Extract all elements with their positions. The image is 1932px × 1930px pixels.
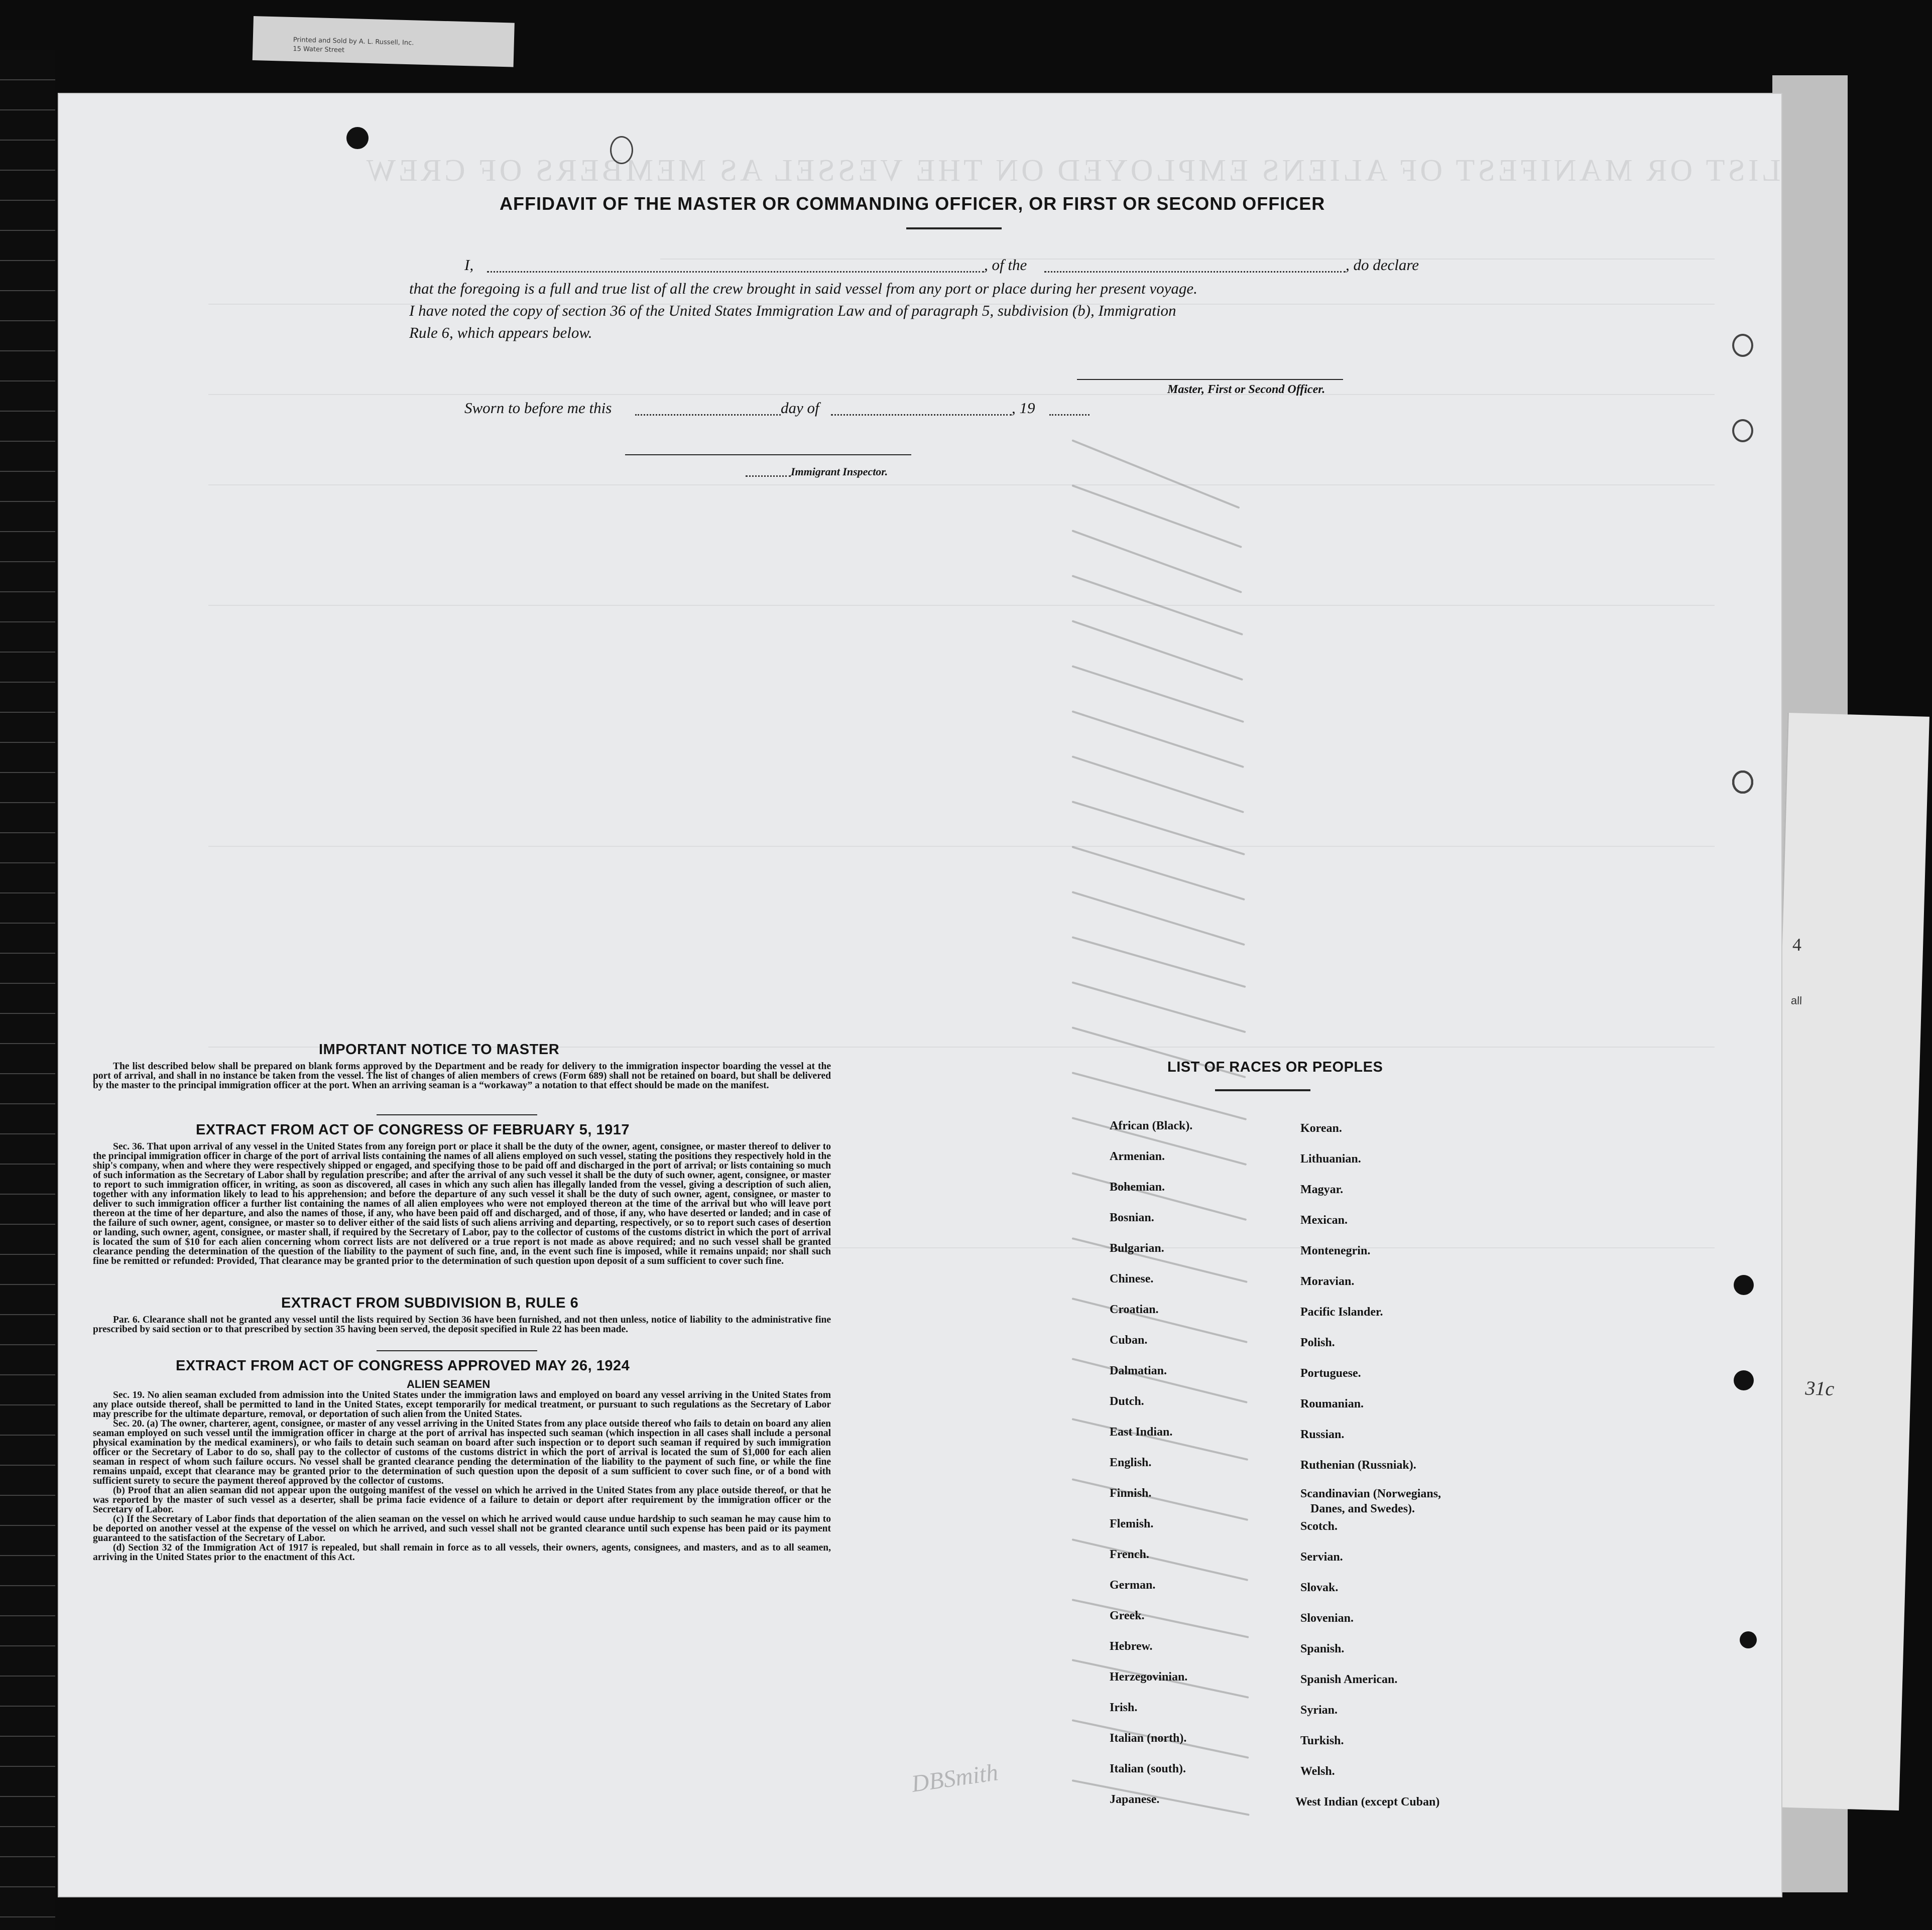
- alien-seamen-subtitle: ALIEN SEAMEN: [407, 1378, 491, 1390]
- affidavit-line-2: I have noted the copy of section 36 of the United States Immigration Law and of paragraph 5, subdivision (b), Immigration: [409, 302, 1176, 319]
- act-1924-sec20b: (b) Proof that an alien seaman did not appear upon the outgoing manifest of the vessel on which he arrived in the United States from any place outside thereof, or that he was reported by the master of such vessel as a deserter, shall be prima facie evidence of a failure to detain or deport after requirement by the immigration officer or the Secretary of Labor.: [93, 1485, 831, 1515]
- notice-title: IMPORTANT NOTICE TO MASTER: [319, 1042, 560, 1058]
- act-1924-text: [93, 1390, 831, 1562]
- bleedthrough-line: [208, 484, 1715, 485]
- day-of-label: day of: [781, 399, 819, 417]
- race-item: Armenian.: [1110, 1150, 1165, 1163]
- race-item: Russian.: [1300, 1428, 1345, 1441]
- races-underline: [1215, 1089, 1310, 1091]
- race-item: Dalmatian.: [1110, 1364, 1167, 1377]
- race-item: Irish.: [1110, 1701, 1138, 1714]
- bleedthrough-line: [208, 394, 1715, 395]
- race-item: Finnish.: [1110, 1487, 1152, 1500]
- race-item: Hebrew.: [1110, 1640, 1153, 1653]
- act-1917-text: Sec. 36. That upon arrival of any vessel in the United States from any foreign port or place it shall be the duty of the owner, agent, consignee, or master thereof to deliver to the principal immigration officer in charge of the port of arrival lists containing the names of all aliens employed on such vessel, stating the positions they respectively hold in the ship's company, when and where they were respectively shipped or engaged, and specifying those to be paid off and discharged in the port of arrival; or lists containing so much of such information as the Secretary of Labor shall by regulation prescribe; and after the arrival of any such vessel it shall be the duty of such owner, agent, consignee, or master to report to such immigration officer, in writing, as soon as discovered, all cases in which any such alien has illegally landed from the vessel, giving a description of such alien, together with any information likely to lead to his apprehension; and before the departure of any such vessel it shall be the duty of such owner, agent, consignee, or master to deliver to such immigration officer a further list containing the names of all alien employees who were not employed thereon at the time of the arrival but who will leave port thereon at the time of her departure, and also the names of those, if any, who have been paid off and discharged, and of those, if any, who have deserted or landed; and in case of the failure of such owner, agent, consignee, or master so to deliver either of the said lists of such aliens arriving and departing, respectively, or so to report such cases of desertion or landing, such owner, agent, consignee, or master shall, if required by the Secretary of Labor, pay to the collector of customs of the customs district in which the port of arrival is located the sum of $10 for each alien concerning whom correct lists are not delivered or a true report is not made as above required; and no such vessel shall be granted clearance pending the determination of the question of the liability to the payment of such fine, and, in the event such fine is imposed, while it remains unpaid; nor shall such fine be remitted or refunded: Provided, That clearance may be granted prior to the determination of such question upon deposit of a sum sufficient to cover such fine.: [93, 1141, 831, 1266]
- officer-caption: Master, First or Second Officer.: [1167, 383, 1325, 396]
- act-1924-sec20a: Sec. 20. (a) The owner, charterer, agent, consignee, or master of any vessel arriving in the United States from any place outside thereof who fails to detain on board any alien seaman employed on such vessel until the immigration officer in charge at the port of arrival has inspected such seaman (which inspection in all cases shall include a personal physical examination by the medical examiners), or who fails to detain such seaman on board after such inspection or to deport such seaman if required by such immigration officer or the Secretary of Labor to do so, shall pay to the collector of customs of the customs district in which the port of arrival is located the sum of $1,000 for each alien seaman in respect of whom such failure occurs. No vessel shall be granted clearance pending the determination of the liability to the payment of such fine, or while the fine remains unpaid, except that clearance may be granted prior to the determination of such question upon the deposit of a sum sufficient to cover such fine, or of a bond with sufficient surety to secure the payment thereof approved by the collector of customs.: [93, 1419, 831, 1486]
- title-underline: [906, 227, 1002, 229]
- race-item: Mexican.: [1300, 1214, 1348, 1227]
- race-item: English.: [1110, 1456, 1152, 1469]
- race-item: Herzegovinian.: [1110, 1670, 1188, 1684]
- act-1924-sec19: Sec. 19. No alien seaman excluded from admission into the United States under the immigration laws and employed on board any vessel arriving in the United States from any place outside thereof, shall be permitted to land in the United States, except temporarily for medical treatment, or pursuant to such regulations as the Secretary of Labor may prescribe for the ultimate departure, removal, or deportation of such alien from the United States.: [93, 1390, 831, 1420]
- race-item: Flemish.: [1110, 1517, 1154, 1530]
- race-item: Spanish American.: [1300, 1673, 1398, 1686]
- race-item: Portuguese.: [1300, 1367, 1361, 1380]
- race-item: French.: [1110, 1548, 1149, 1561]
- notice-divider: [377, 1114, 537, 1115]
- rule6-text: Par. 6. Clearance shall not be granted any vessel until the lists required by Section 36 have been furnished, and not then unless, notice of liability to the administrative fine prescribed by said section or to that prescribed by section 35 having been served, the deposit specified in Rule 22 has been made.: [93, 1315, 831, 1335]
- rule6-title: EXTRACT FROM SUBDIVISION B, RULE 6: [281, 1295, 579, 1311]
- flap-mark-all: all: [1790, 994, 1802, 1007]
- race-item: Dutch.: [1110, 1395, 1144, 1408]
- binder-hole: [1740, 1631, 1757, 1648]
- race-item: Bosnian.: [1110, 1211, 1154, 1224]
- race-item: Turkish.: [1300, 1734, 1344, 1747]
- flap-mark-31c: 31c: [1804, 1376, 1835, 1400]
- race-item: Cuban.: [1110, 1334, 1148, 1347]
- sworn-month-blank[interactable]: [831, 414, 1012, 416]
- inspector-signature-line[interactable]: [625, 454, 911, 455]
- race-item: Pacific Islander.: [1300, 1306, 1383, 1319]
- year-label: , 19: [1012, 399, 1035, 417]
- race-item: German.: [1110, 1579, 1156, 1592]
- race-item: Lithuanian.: [1300, 1152, 1361, 1166]
- race-item: Bulgarian.: [1110, 1242, 1164, 1255]
- act-1924-sec20d: (d) Section 32 of the Immigration Act of 1917 is repealed, but shall remain in force as to all vessels, their owners, agents, consignees, and masters, and as to all seamen, arriving in the United States prior to the enactment of this Act.: [93, 1542, 831, 1563]
- printer-imprint-line: 15 Water Street: [293, 45, 345, 54]
- race-item: Slovenian.: [1300, 1612, 1354, 1625]
- race-item: Slovak.: [1300, 1581, 1339, 1594]
- race-item: Servian.: [1300, 1551, 1343, 1564]
- act-1924-title: EXTRACT FROM ACT OF CONGRESS APPROVED MAY 26, 1924: [176, 1358, 630, 1374]
- punch-hole: [346, 127, 369, 149]
- printer-imprint-tab: [253, 16, 515, 67]
- race-item: Polish.: [1300, 1336, 1335, 1349]
- affidavit-line-1: that the foregoing is a full and true list of all the crew brought in said vessel from any port or place during her present voyage.: [409, 280, 1197, 297]
- rule6-divider: [377, 1350, 537, 1351]
- bleedthrough-line: [660, 259, 1715, 260]
- reverse-bleedthrough-title: LIST OR MANIFEST OF ALIENS EMPLOYED ON THE VESSEL AS MEMBERS OF CREW: [363, 154, 1781, 188]
- race-item: Scandinavian (Norwegians,: [1300, 1487, 1441, 1500]
- race-item: Ruthenian (Russniak).: [1300, 1459, 1416, 1472]
- race-item: Croatian.: [1110, 1303, 1159, 1316]
- binder-hole-outline: [1732, 770, 1753, 794]
- binder-hole-outline: [1732, 419, 1753, 442]
- race-item: East Indian.: [1110, 1426, 1173, 1439]
- sworn-label: Sworn to before me this: [464, 399, 612, 417]
- race-item: Scotch.: [1300, 1520, 1338, 1533]
- race-item: African (Black).: [1110, 1119, 1193, 1132]
- race-item: Welsh.: [1300, 1765, 1335, 1778]
- affidavit-i-label: I,: [464, 256, 474, 274]
- race-item: Spanish.: [1300, 1642, 1345, 1655]
- flap-mark-4: 4: [1792, 934, 1802, 955]
- punch-hole-outline: [610, 136, 633, 164]
- binder-hole-outline: [1732, 334, 1753, 357]
- race-item: Greek.: [1110, 1609, 1145, 1622]
- printer-imprint-line: Printed and Sold by A. L. Russell, Inc.: [293, 36, 414, 47]
- race-item: Danes, and Swedes).: [1310, 1502, 1415, 1515]
- sworn-day-blank[interactable]: [635, 414, 781, 416]
- pencil-signature: DBSmith: [910, 1759, 1000, 1797]
- vessel-name-blank[interactable]: [1044, 271, 1346, 273]
- affidavit-line-3: Rule 6, which appears below.: [409, 324, 592, 341]
- notice-text: The list described below shall be prepared on blank forms approved by the Department and be ready for delivery to the immigration inspector boarding the vessel at the port of arrival, and shall in no instance be taken from the vessel. The list of changes of alien members of crews (Form 689) shall not be retained on board, but shall be delivered by the master to the principal immigration officer at the port. When an arriving seaman is a “workaway” a notation to that effect should be made on the manifest.: [93, 1061, 831, 1091]
- master-name-blank[interactable]: [487, 271, 984, 273]
- race-item: Magyar.: [1300, 1183, 1344, 1196]
- race-item: Korean.: [1300, 1122, 1342, 1135]
- race-item: Italian (south).: [1110, 1762, 1186, 1775]
- bleedthrough-line: [208, 605, 1715, 606]
- races-title: LIST OF RACES OR PEOPLES: [1167, 1059, 1383, 1075]
- affidavit-title: AFFIDAVIT OF THE MASTER OR COMMANDING OFFICER, OR FIRST OR SECOND OFFICER: [500, 193, 1325, 214]
- sworn-year-blank[interactable]: [1049, 414, 1090, 416]
- race-item: Syrian.: [1300, 1704, 1338, 1717]
- race-item: Roumanian.: [1300, 1397, 1364, 1410]
- binder-hole: [1734, 1275, 1754, 1295]
- race-item: Moravian.: [1300, 1275, 1355, 1288]
- race-item: Bohemian.: [1110, 1181, 1165, 1194]
- officer-signature-line[interactable]: [1077, 379, 1343, 380]
- race-item: Chinese.: [1110, 1272, 1154, 1285]
- affidavit-page: [58, 93, 1782, 1897]
- inspector-caption: Immigrant Inspector.: [791, 465, 888, 478]
- race-item: West Indian (except Cuban): [1295, 1795, 1440, 1809]
- race-item: Montenegrin.: [1300, 1244, 1371, 1257]
- race-item: Japanese.: [1110, 1793, 1160, 1806]
- inspector-caption-leader: [746, 475, 791, 477]
- affidavit-of-the-label: , of the: [984, 256, 1027, 274]
- act-1924-sec20c: (c) If the Secretary of Labor finds that deportation of the alien seaman on the vessel on which he arrived would cause undue hardship to such seaman he may cause him to be deported on another vessel at the expense of the vessel on which he arrived, and such vessel shall not be granted clearance until such expense has been paid or its payment guaranteed to the satisfaction of the Secretary of Labor.: [93, 1514, 831, 1543]
- act-1917-title: EXTRACT FROM ACT OF CONGRESS OF FEBRUARY 5, 1917: [196, 1122, 630, 1138]
- folded-flap: [1757, 713, 1929, 1811]
- affidavit-do-declare-label: , do declare: [1346, 256, 1419, 274]
- race-item: Italian (north).: [1110, 1732, 1187, 1745]
- bleedthrough-line: [208, 846, 1715, 847]
- lined-backing-sheet: [0, 50, 55, 1930]
- binder-hole: [1734, 1370, 1754, 1390]
